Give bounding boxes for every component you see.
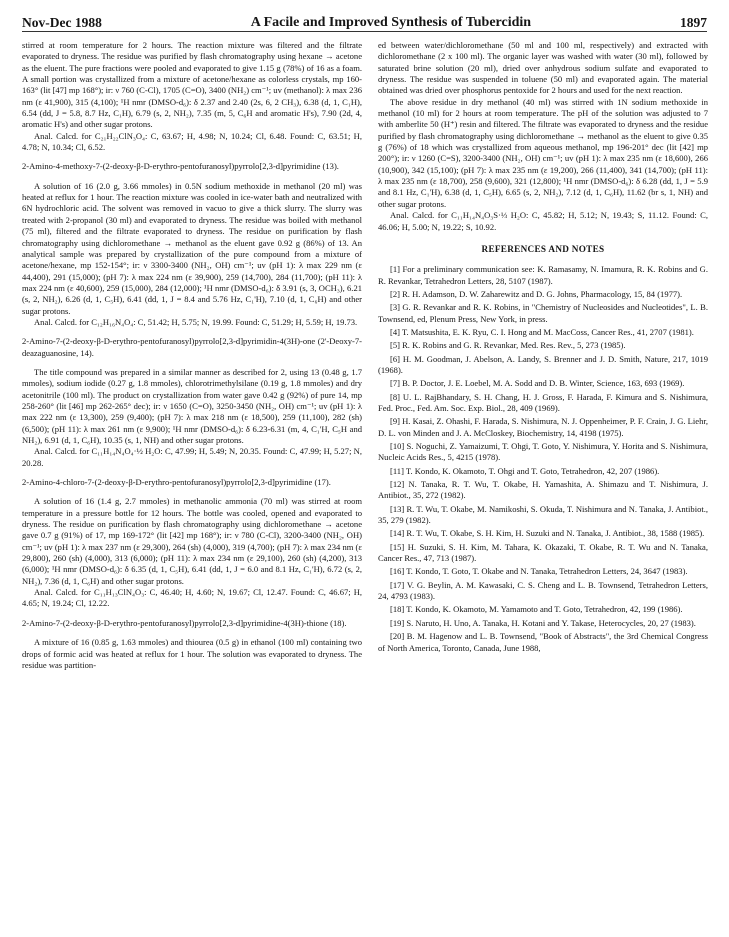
body-paragraph: A solution of 16 (2.0 g, 3.66 mmoles) in 0.5N sodium methoxide in methanol (20 ml) was heated at reflux for 1 hour. The reaction mixture was cooled in ice-water bath and neutralized with 6N hydrochloric acid. The solvent was removed in vacuo to give a thick slurry. The slurry was treated with 2-propanol (30 ml) and evaporated to dryness. The residue was boiled with methanol (75 ml), filtered and the filtrate evaporated to dryness. The residue on purification by flash chromatography using dichloromethane → methanol as the eluent gave 0.92 g (86%) of 13. An analytical sample was prepared by crystallization of the pure compound from a mixture of acetone/hexane, mp 152-154°; ir: ν 3300-3400 (NH₂, OH) cm⁻¹; uv (pH 1): λ max 229 nm (ε 44,400), 291 (15,000); (pH 7): λ max 224 nm (ε 39,900), 259 (14,700), 284 (11,700); (pH 11): λ max 224 nm (ε 40,600), 259 (15,000), 284 (12,000); ¹H nmr (DMSO-d₆): δ 3.91 (s, 3, OCH₃), 6.21 (s, 2, NH₂), 6.26 (d, 1, C₅H), 6.41 (dd, 1, J = 8.4 and 5.76 Hz, C₁'H), 7.10 (d, 1, C₆H) and other sugar protons. [22,180,362,316]
body-paragraph: Anal. Calcd. for C₁₁H₁₄N₄O₃S·⅓ H₂O: C, 45.82; H, 5.12; N, 19.43; S, 11.12. Found: C, 46.06; H, 5.00; N, 19.22; S, 10.92. [378,210,708,232]
reference-item: [19] S. Naruto, H. Uno, A. Tanaka, H. Kotani and Y. Takase, Heterocycles, 20, 27 (1983). [390,617,696,628]
page-number: 1897 [680,15,707,30]
running-header [22,11,707,32]
body-paragraph: stirred at room temperature for 2 hours. The reaction mixture was filtered and the filtrate evaporated to dryness. The residue was purified by flash chromatography using hexane → acetone as the eluent. The pure fractions were pooled and evaporated to give 1.15 g (78%) of 16 as a foam. A small portion was crystallized from a mixture of acetone/hexane as colorless crystals, mp 160-163° (lit [47] mp 168°); ir: ν 760 (C-Cl), 1705 (C=O), 3400 (NH₂) cm⁻¹; uv (methanol): λ max 236 nm (ε 41,900), 315 (4,100); ¹H nmr (DMSO-d₆): δ 2.37 and 2.40 (2s, 6, 2 CH₃), 6.38 (d, 1, C₁H), 6.54 (dd, J = 5.8, 8.7 Hz, C₁H), 6.79 (s, 2, NH₂), 7.35 (m, 5, C₆H and aromatic H's), 7.90 (2d, 4, aromatic H's) and other sugar protons. [22,40,362,130]
article-title: A Facile and Improved Synthesis of Tubercidin [250,15,532,30]
body-paragraph: Anal. Calcd. for C₁₂H₁₆N₄O₄: C, 51.42; H, 5.75; N, 19.99. Found: C, 51.29; H, 5.59; H, 19.73. [34,316,358,327]
reference-item: [16] T. Kondo, T. Goto, T. Okabe and N. Tanaka, Tetrahedron Letters, 24, 3647 (1983). [390,566,688,577]
body-paragraph: A mixture of 16 (0.85 g, 1.63 mmoles) and thiourea (0.5 g) in ethanol (100 ml) containing two drops of formic acid was heated at reflux for 1 hour. The solution was evaporated to dryness. The residue was partition- [22,637,362,670]
reference-item: [5] R. K. Robins and G. R. Revankar, Med. Res. Rev., 5, 273 (1985). [390,340,626,351]
compound-heading: 2-Amino-7-(2-deoxy-β-D-erythro-pentofuranosyl)pyrrolo[2,3-d]pyrimidin-4(3H)-one (2'-Deoxy-7-deazaguanosine, 14). [22,336,362,358]
reference-item: [11] T. Kondo, K. Okamoto, T. Ohgi and T. Goto, Tetrahedron, 42, 207 (1986). [390,465,660,476]
body-paragraph: Anal. Calcd. for C₂₁H₂₂ClN₃O₄: C, 63.67; H, 4.98; N, 10.24; Cl, 6.48. Found: C, 63.51; H, 4.78; N, 10.34; Cl, 6.52. [22,130,362,153]
reference-item: [12] N. Tanaka, R. T. Wu, T. Okabe, H. Yamashita, A. Shimazu and T. Nishimura, J. Antibiot., 35, 272 (1982). [378,479,708,501]
reference-item: [8] U. L. RajBhandary, S. H. Chang, H. J. Gross, F. Harada, F. Kimura and S. Nishimura, Fed. Proc., Fed. Am. Soc. Exp. Biol., 28, 409 (1969). [378,391,708,413]
references-heading: REFERENCES AND NOTES [481,243,605,254]
reference-item: [7] B. P. Doctor, J. E. Loebel, M. A. Sodd and D. B. Winter, Science, 163, 693 (1969). [390,378,685,389]
compound-heading: 2-Amino-7-(2-deoxy-β-D-erythro-pentofuranosyl)pyrrolo[2,3-d]pyrimidine-4(3H)-thione (18). [22,617,347,628]
compound-heading: 2-Amino-4-methoxy-7-(2-deoxy-β-D-erythro-pentofuranosyl)pyrrolo[2,3-d]pyrimidine (13). [22,161,339,172]
reference-item: [18] T. Kondo, K. Okamoto, M. Yamamoto and T. Goto, Tetrahedron, 42, 199 (1986). [390,604,683,615]
compound-heading: 2-Amino-4-chloro-7-(2-deoxy-β-D-erythro-pentofuranosyl)pyrrolo[2,3-d]pyrimidine (17). [22,477,331,488]
body-paragraph: Anal. Calcd. for C₁₁H₁₄N₄O₄·½ H₂O: C, 47.99; H, 5.49; N, 20.35. Found: C, 47.99; H, 5.27; N, 20.28. [22,446,362,468]
reference-item: [4] T. Matsushita, E. K. Ryu, C. I. Hong and M. MacCoss, Cancer Res., 41, 2707 (1981). [390,326,694,337]
reference-item: [13] R. T. Wu, T. Okabe, M. Namikoshi, S. Okuda, T. Nishimura and N. Tanaka, J. Antibiot., 35, 279 (1982). [378,503,708,526]
reference-item: [15] H. Suzuki, S. H. Kim, M. Tahara, K. Okazaki, T. Okabe, R. T. Wu and N. Tanaka, Cancer Res., 47, 713 (1987). [378,541,708,564]
reference-item: [14] R. T. Wu, T. Okabe, S. H. Kim, H. Suzuki and N. Tanaka, J. Antibiot., 38, 1588 (1985). [390,528,705,539]
reference-item: [2] R. H. Adamson, D. W. Zaharewitz and D. G. Johns, Pharmacology, 15, 84 (1977). [390,288,683,299]
reference-item: [10] S. Noguchi, Z. Yamaizumi, T. Ohgi, T. Goto, Y. Nishimura, Y. Horita and S. Nishimura, Nucleic Acids Res., 5, 4215 (1978). [378,441,708,463]
reference-item: [1] For a preliminary communication see: K. Ramasamy, N. Imamura, R. K. Robins and G. R. Revankar, Tetrahedron Letters, 28, 5107 (1987). [378,264,708,286]
reference-item: [9] H. Kasai, Z. Ohashi, F. Harada, S. Nishimura, N. J. Oppenheimer, P. F. Crain, J. G. Liehr, D. L. von Minden and J. A. McCloskey, Biochemistry, 14, 4198 (1975). [378,416,708,438]
body-paragraph: ed between water/dichloromethane (50 ml and 100 ml, respectively) and extracted with dichloromethane (2 x 100 ml). The organic layer was washed with water (30 ml), followed by saturated brine solution (20 ml), dried over anhydrous sodium sulfate and evaporated to dryness. The residue was suspended in toluene (50 ml) and evaporated again. The material obtained was dried over phosphorus pentoxide for 2 hours and used for the next reaction. [378,40,708,96]
reference-item: [3] G. R. Revankar and R. K. Robins, in "Chemistry of Nucleosides and Nucleotides", L. B. Townsend, ed, Plenum Press, New York, in press. [378,302,708,324]
left-column [22,40,362,930]
reference-item: [20] B. M. Hagenow and L. B. Townsend, "Book of Abstracts", the 3rd Chemical Congress of North America, Toronto, Canada, June 1988, [378,631,708,653]
right-column [378,40,708,930]
body-paragraph: Anal. Calcd. for C₁₁H₁₃ClN₄O₃: C, 46.40; H, 4.60; N, 19.67; Cl, 12.47. Found: C, 46.67; H, 4.65; N, 19.24; Cl, 12.22. [22,587,362,609]
body-paragraph: The above residue in dry methanol (40 ml) was stirred with 1N sodium methoxide in methanol (10 ml) for 2 hours at room temperature. The pH of the solution was adjusted to 7 with amberlite 50 (H⁺) resin and filtered. The filtrate was evaporated to dryness and the residue purified by flash chromatography using dichloromethane → methanol as the eluent to give 0.35 g (76%) of 18 which was crystallized from aqueous methanol, mp 196-201° dec (lit [42] mp 200°); ir: ν 1260 (C=S), 3200-3400 (NH₂, OH) cm⁻¹; uv (pH 1): λ max 235 nm (ε 18,600), 266 (10,900), 342 (15,100); (pH 7): λ max 235 nm (ε 19,200), 266 (11,400), 341 (14,700); (pH 11): λ max 235 nm (ε 18,700), 258 (9,600), 321 (12,800); ¹H nmr (DMSO-d₆): δ 6.28 (dd, 1, J = 5.9 and 8.1 Hz, C₁'H), 6.38 (d, 1, C₅H), 6.65 (s, 2, NH₂), 7.12 (d, 1, C₆H), 11.62 (br s, 1, NH) and other sugar protons. [378,96,708,209]
issue-date: Nov-Dec 1988 [22,15,102,30]
reference-item: [6] H. M. Goodman, J. Abelson, A. Landy, S. Brenner and J. D. Smith, Nature, 217, 1019 (1968). [378,353,708,375]
reference-item: [17] V. G. Beylin, A. M. Kawasaki, C. S. Cheng and L. B. Townsend, Tetrahedron Letters, 24, 4793 (1983). [378,579,708,602]
body-paragraph: A solution of 16 (1.4 g, 2.7 mmoles) in methanolic ammonia (70 ml) was stirred at room temperature in a pressure bottle for 12 hours. The bottle was cooled, opened and evaporated to dryness. The residue on purification by flash chromatography using dichloromethane → acetone gave 0.7 g (91%) of 17, mp 169-172° (lit [42] mp 168°); ir: ν 780 (C-Cl), 3200-3400 (NH₂, OH) cm⁻¹; uv (pH 1): λ max 237 nm (ε 29,300), 264 (sh) (4,000), 319 (4,700); (pH 7): λ max 234 nm (ε 29,800), 260 (sh) (4,000), 313 (6,000); (pH 11): λ max 234 nm (ε 29,100), 260 (sh) (4,200), 313 (6,000); ¹H nmr (DMSO-d₆): δ 6.35 (d, 1, C₅H), 6.41 (dd, 1, J = 6.0 and 8.1 Hz, C₁'H), 6.72 (s, 2, NH₂), 7.36 (d, 1, C₆H) and other sugar protons. [22,496,362,586]
body-paragraph: The title compound was prepared in a similar manner as described for 2, using 13 (0.48 g, 1.7 mmoles), sodium iodide (0.27 g, 1.8 mmoles), chlorotrimethylsilane (0.19 g, 1.8 mmoles) and dry acetonitrile (100 ml). The product on crystallization from water gave 0.42 g (92%) of pure 14, mp 258-260° (lit [46] mp 262-265° dec); ir: ν 1650 (C=O), 3250-3450 (NH₂, OH) cm⁻¹; uv (pH 1): λ max 222 nm (ε 13,300), 259 (9,400); (pH 7): λ max 218 nm (ε 18,500), 259 (11,100), 282 (sh) (6,500); (pH 11): λ max 261 nm (ε 9,900); ¹H nmr (DMSO-d₆): δ 6.23-6.31 (m, 4, C₁'H, C₅H and NH₂), 6.91 (d, 1, C₆H), 10.35 (s, 1, NH) and other sugar protons. [22,366,362,445]
